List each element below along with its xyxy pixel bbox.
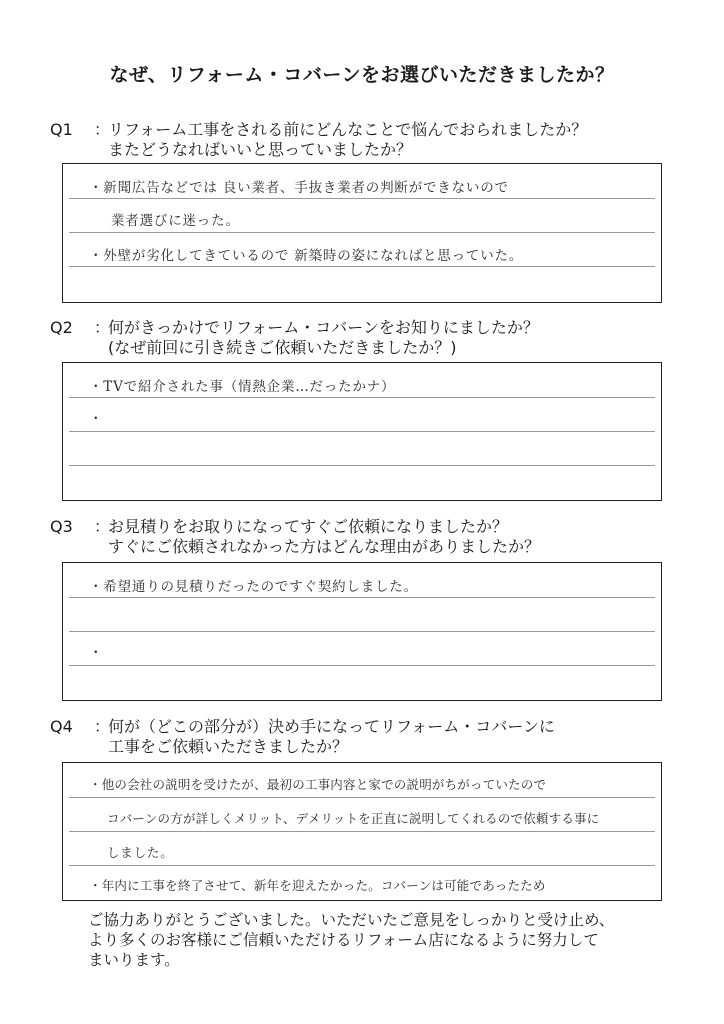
handwritten-answer: ・年内に工事を終了させて、新年を迎えたかった。コバーンは可能であったため [89,878,546,893]
question-4 [50,717,690,757]
closing-line: まいります。 [88,951,180,969]
question-text-line2: またどうなればいいと思っていましたか？ [108,140,413,159]
handwritten-answer: ・ [89,411,104,427]
answer-box-1 [62,163,662,303]
closing-line: より多くのお客様にご信頼いただけるリフォーム店になるように努力して [88,931,599,949]
ruled-line [69,831,655,832]
question-text-line1: 何が（どこの部分が）決め手になってリフォーム・コバーンに [108,717,555,736]
question-2 [50,318,690,358]
question-text-line2: (なぜ前回に引き続きご依頼いただきましたか？) [108,338,457,357]
question-text-line1: リフォーム工事をされる前にどんなことで悩んでおられましたか？ [108,120,588,139]
handwritten-answer: ・希望通りの見積りだったのですぐ契約しました。 [89,579,418,595]
handwritten-answer: ・他の会社の説明を受けたが、最初の工事内容と家での説明がちがっていたので [89,777,547,792]
ruled-line [69,631,655,632]
question-text-line2: すぐにご依頼されなかった方はどんな理由がありましたか？ [108,537,541,556]
question-colon: ： [94,318,111,337]
question-colon: ： [94,517,111,536]
ruled-line [69,865,655,866]
handwritten-answer: ・新聞広告などでは 良い業者、手抜き業者の判断ができないので [89,180,509,196]
page-title: なぜ、リフォーム・コバーンをお選びいただきましたか？ [109,64,615,86]
ruled-line [69,465,655,466]
handwritten-answer: しました。 [107,845,174,860]
answer-box-4 [62,762,662,901]
closing-message [88,910,688,970]
question-number: Q3 [50,517,73,536]
ruled-line [69,397,655,398]
ruled-line [69,797,655,798]
question-number: Q2 [50,318,73,337]
question-text-line1: 何がきっかけでリフォーム・コバーンをお知りにましたか？ [108,318,539,337]
question-colon: ： [94,717,111,736]
question-1 [50,120,690,160]
closing-line: ご協力ありがとうございました。いただいたご意見をしっかりと受け止め、 [88,911,615,929]
ruled-line [69,665,655,666]
ruled-line [69,431,655,432]
handwritten-answer: ・ [89,645,104,661]
handwritten-answer: 業者選びに迷った。 [111,213,240,229]
ruled-line [69,266,655,267]
ruled-line [69,597,655,598]
question-3 [50,517,690,557]
question-colon: ： [94,120,111,139]
handwritten-answer: ・TVで紹介された事（情熱企業…だったかナ） [89,379,396,395]
answer-box-3 [62,562,662,701]
question-text-line2: 工事をご依頼いただきましたか？ [108,737,349,756]
answer-box-2 [62,362,662,501]
question-number: Q4 [50,717,73,736]
handwritten-answer: ・外壁が劣化してきているので 新築時の姿になればと思っていた。 [89,248,524,264]
question-text-line1: お見積りをお取りになってすぐご依頼になりましたか？ [108,517,509,536]
ruled-line [69,232,655,233]
handwritten-answer: コバーンの方が詳しくメリット、デメリットを正直に説明してくれるので依頼する事に [107,811,600,826]
ruled-line [69,198,655,199]
question-number: Q1 [50,120,73,139]
